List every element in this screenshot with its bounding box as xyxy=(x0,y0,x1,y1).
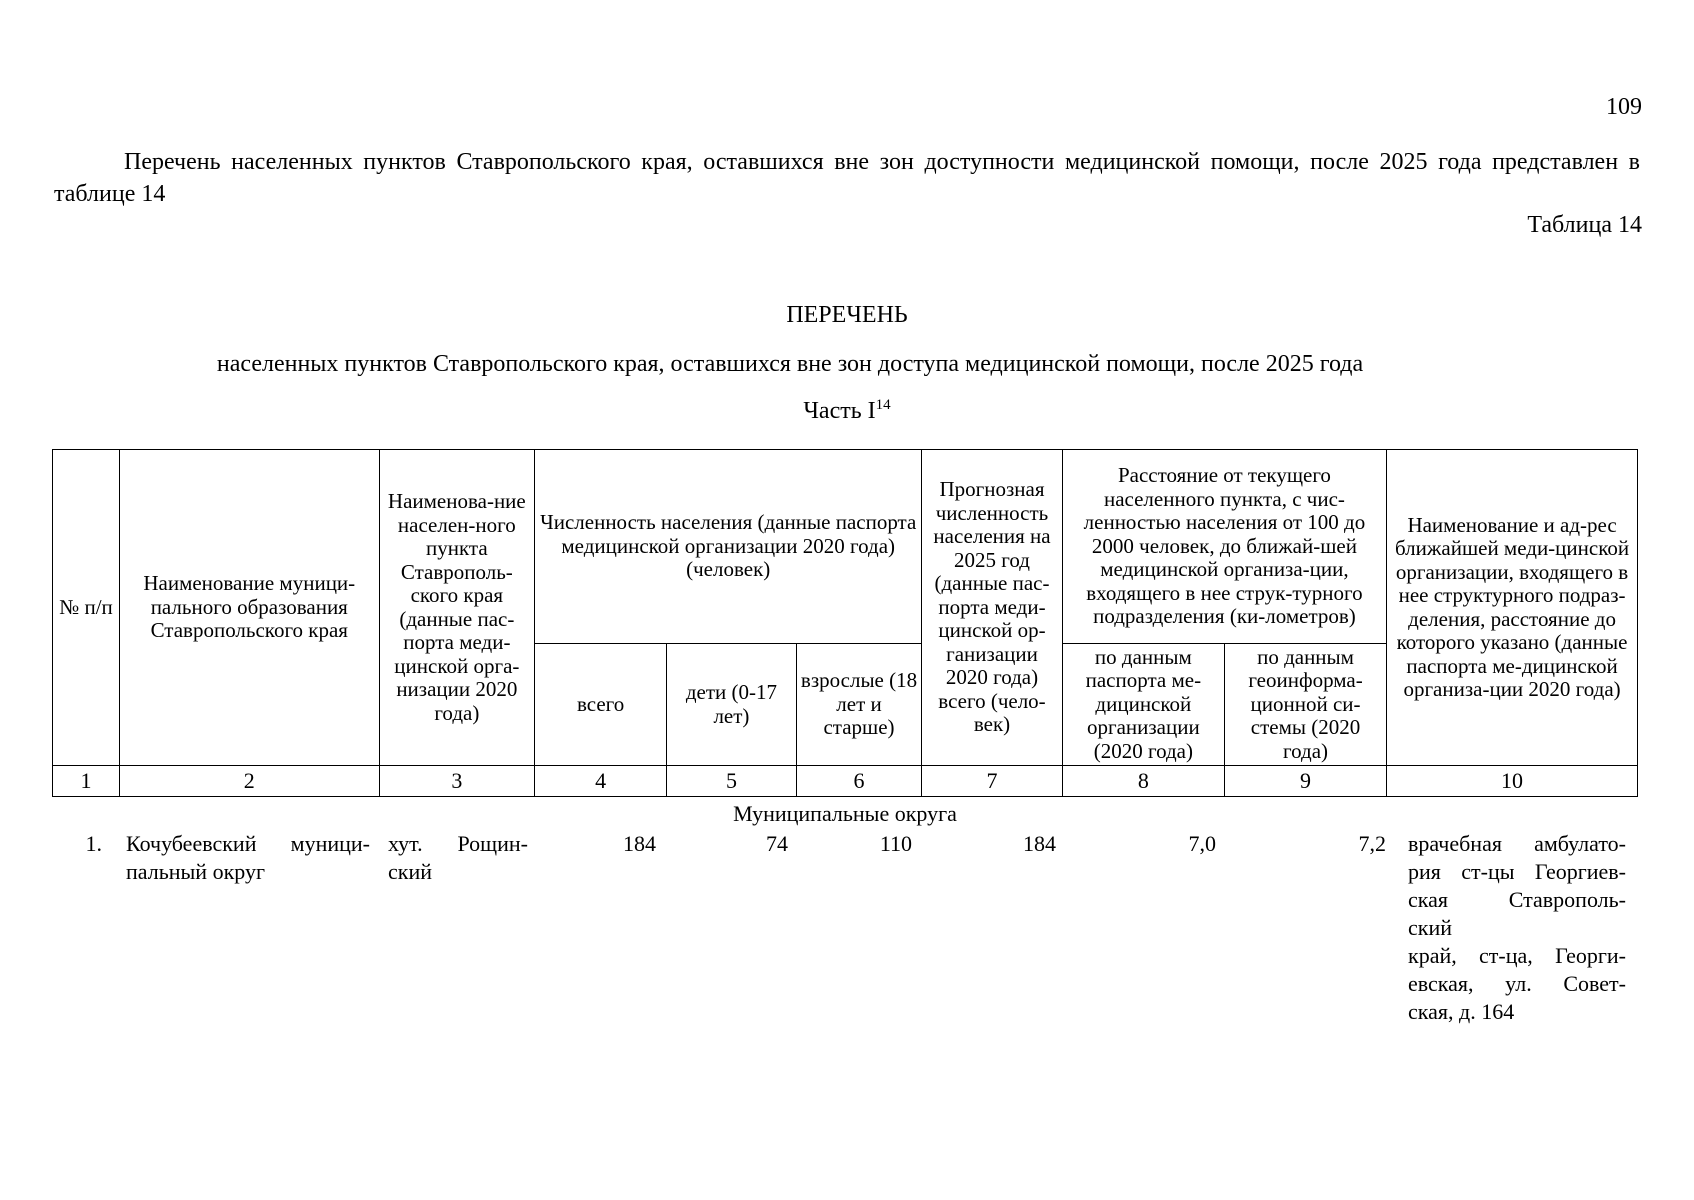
header-forecast: Прогнозная численность населения на 2025 год (данные пас-порта меди-цинской ор-ганизации 2020 года) всего (чело-век) xyxy=(922,450,1063,766)
column-number: 1 xyxy=(53,766,120,797)
document-subheading: населенных пунктов Ставропольского края, оставшихся вне зон доступа медицинской помощи, после 2025 года xyxy=(216,351,1364,377)
column-number: 5 xyxy=(667,766,797,797)
header-population-total: всего xyxy=(535,644,667,766)
footnote-mark: 14 xyxy=(875,397,891,413)
header-distance-geo: по данным геоинформа-ционной си-стемы (2020 года) xyxy=(1224,644,1386,766)
section-label: Муниципальные округа xyxy=(733,801,957,826)
row-population-total: 184 xyxy=(623,831,656,856)
column-number-row xyxy=(53,766,1638,797)
header-distance-passport: по данным паспорта ме-дицинской организации (2020 года) xyxy=(1062,644,1224,766)
row-number: 1. xyxy=(85,831,102,856)
row-population-children: 74 xyxy=(766,831,788,856)
row-distance-geo: 7,2 xyxy=(1358,831,1386,856)
row-distance-passport: 7,0 xyxy=(1188,831,1216,856)
header-distance-group: Расстояние от текущего населенного пункта, с чис-ленностью населения от 100 до 2000 человек, до ближай-шей медицинской организа-ции, входящего в нее струк-турного подразделения (ки-лометров) xyxy=(1062,450,1386,644)
column-number: 3 xyxy=(379,766,535,797)
nearest-org-line: ская, д. 164 xyxy=(1408,999,1515,1024)
table-label: Таблица 14 xyxy=(1527,212,1642,238)
table-header-row-top xyxy=(53,450,1638,644)
row-nearest-org xyxy=(1408,830,1626,1026)
column-number: 2 xyxy=(120,766,379,797)
nearest-org-line: евская, ул. Совет- xyxy=(1408,971,1626,996)
header-population-adults: взрослые (18 лет и старше) xyxy=(796,644,921,766)
column-number: 6 xyxy=(796,766,921,797)
page-number: 109 xyxy=(1606,94,1642,120)
header-nearest-org: Наименование и ад-рес ближайшей меди-цинской организации, входящего в нее структурного подраз-деления, расстояние до которого указано (данные паспорта ме-дицинской организа-ции 2020 года) xyxy=(1387,450,1638,766)
header-settlement: Наименова-ние населен-ного пункта Ставрополь-ского края (данные пас-порта меди-цинской орга-низации 2020 года) xyxy=(379,450,535,766)
row-forecast: 184 xyxy=(1023,831,1056,856)
row-settlement: хут. Рощин-ский xyxy=(388,831,528,884)
column-number: 10 xyxy=(1387,766,1638,797)
header-municipality: Наименование муници-пального образования Ставропольского края xyxy=(120,450,379,766)
column-number: 8 xyxy=(1062,766,1224,797)
intro-paragraph: Перечень населенных пунктов Ставропольского края, оставшихся вне зон доступности медицинской помощи, после 2025 года представлен в таблице 14 xyxy=(54,149,1640,207)
nearest-org-line: рия ст-цы Георгиев- xyxy=(1408,859,1626,884)
column-number: 9 xyxy=(1224,766,1386,797)
part-title xyxy=(0,398,1694,425)
nearest-org-line: край, ст-ца, Георги- xyxy=(1408,943,1626,968)
settlements-table xyxy=(52,449,1638,797)
header-population-children: дети (0-17 лет) xyxy=(667,644,797,766)
nearest-org-line: ский xyxy=(1408,915,1452,940)
header-population-group: Численность населения (данные паспорта медицинской организации 2020 года) (человек) xyxy=(535,450,922,644)
part-title-text: Часть I xyxy=(803,398,876,424)
row-municipality: Кочубеевский муници-пальный округ xyxy=(126,831,370,884)
document-heading: ПЕРЕЧЕНЬ xyxy=(786,302,908,328)
column-number: 4 xyxy=(535,766,667,797)
nearest-org-line: врачебная амбулато- xyxy=(1408,831,1626,856)
row-population-adults: 110 xyxy=(879,831,912,856)
nearest-org-line: ская Ставрополь- xyxy=(1408,887,1626,912)
header-num: № п/п xyxy=(53,450,120,766)
column-number: 7 xyxy=(922,766,1063,797)
